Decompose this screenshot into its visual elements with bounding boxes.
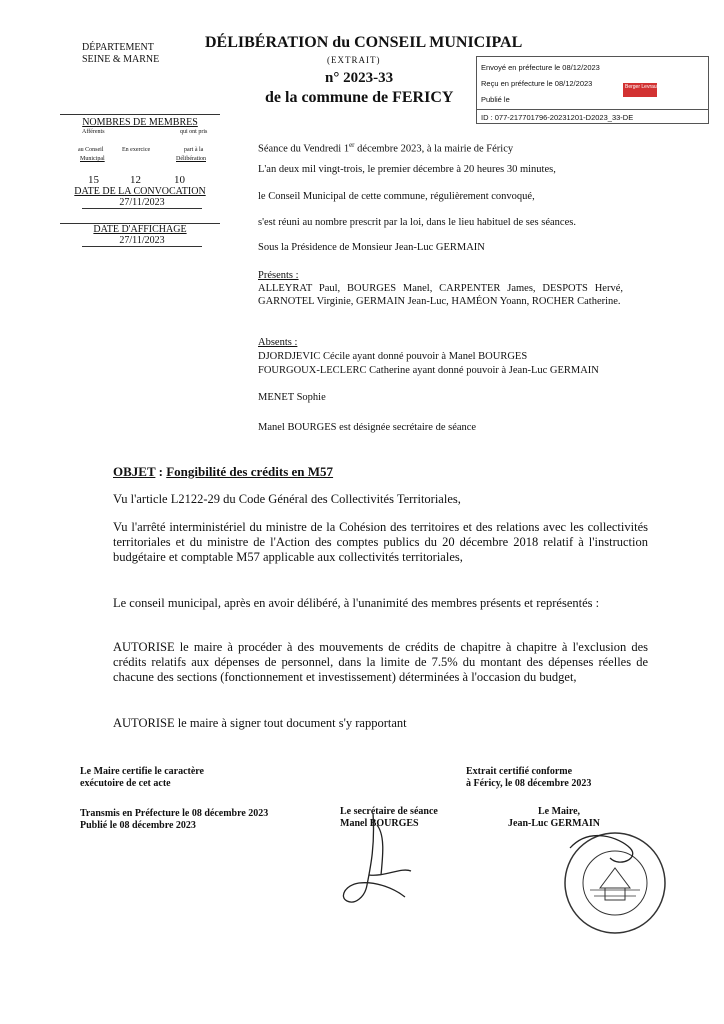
session-line-2: le Conseil Municipal de cette commune, régulièrement convoqué, <box>258 191 535 202</box>
votants-value: 10 <box>174 174 185 186</box>
absent-1: DJORDJEVIC Cécile ayant donné pouvoir à Manel BOURGES <box>258 351 528 362</box>
extrait-line-1: Extrait certifié conforme <box>466 766 573 777</box>
col-votants-label-a: qui ont pris <box>180 129 208 135</box>
stamp-published: Publié le <box>481 95 510 104</box>
exercice-value: 12 <box>130 174 141 186</box>
stamp-id: ID : 077-217701796-20231201-D2023_33-DE <box>477 109 708 126</box>
objet-heading <box>113 464 333 480</box>
extrait-label: (EXTRAIT) <box>327 55 381 65</box>
presents-list: ALLEYRAT Paul, BOURGES Manel, CARPENTER James, DESPOTS Hervé, GARNOTEL Virginie, GERMAIN Jean-Luc, HAMÉON Yoann, ROCHER Catherine. <box>258 283 623 307</box>
col-votants-label-c: Délibération <box>176 156 206 162</box>
certify-line-2: exécutoire de cet acte <box>80 778 171 789</box>
seance-line <box>258 139 513 156</box>
stamp-sent: Envoyé en préfecture le 08/12/2023 <box>481 63 600 72</box>
afferents-value: 15 <box>88 174 99 186</box>
commune-name: de la commune de FERICY <box>265 89 454 106</box>
absents-label: Absents : <box>258 337 298 348</box>
col-afferents-label-a: Afférents <box>82 129 105 135</box>
presents-label: Présents : <box>258 270 299 281</box>
seance-sup: er <box>349 141 355 149</box>
stamp-received: Reçu en préfecture le 08/12/2023 <box>481 79 593 88</box>
secretaire-name: Manel BOURGES <box>340 818 419 829</box>
department-value: SEINE & MARNE <box>82 54 160 65</box>
affichage-label: DATE D'AFFICHAGE <box>93 224 187 235</box>
berger-levrault-logo: Berger Levrault <box>623 83 657 97</box>
col-afferents-label-c: Municipal <box>80 156 105 162</box>
secretary-line: Manel BOURGES est désignée secrétaire de séance <box>258 422 477 433</box>
secretaire-title: Le secrétaire de séance <box>340 806 438 817</box>
convocation-date: 27/11/2023 <box>82 197 202 209</box>
transmis-line: Transmis en Préfecture le 08 décembre 2023 <box>80 808 269 819</box>
affichage-date: 27/11/2023 <box>82 235 202 247</box>
maire-name: Jean-Luc GERMAIN <box>508 818 600 829</box>
certify-block <box>80 766 204 790</box>
document-title: DÉLIBÉRATION du CONSEIL MUNICIPAL <box>205 34 523 51</box>
objet-paragraph-1: Vu l'article L2122-29 du Code Général des Collectivités Territoriales, <box>113 492 461 506</box>
session-line-1: L'an deux mil vingt-trois, le premier décembre à 20 heures 30 minutes, <box>258 164 556 175</box>
seance-text-a: Séance du Vendredi 1 <box>258 143 350 155</box>
members-numbers <box>60 170 220 186</box>
secretary-signature <box>325 805 435 915</box>
objet-paragraph-4: AUTORISE le maire à procéder à des mouvements de crédits de chapitre à chapitre à l'exclusion des crédits relatifs aux dépenses de personnel, dans la limite de 7.5% du montant des dépenses réelles de chacune des sections (fonctionnement et investissement) déterminées à l'occasion du budget, <box>113 640 648 684</box>
maire-block <box>508 806 600 830</box>
extrait-conforme-block <box>466 766 591 790</box>
col-votants-label-b: part à la <box>184 147 204 153</box>
objet-paragraph-5: AUTORISE le maire à signer tout document s'y rapportant <box>113 716 407 730</box>
col-exercice-label: En exercice <box>122 147 151 153</box>
convocation-label: DATE DE LA CONVOCATION <box>74 186 206 197</box>
maire-title: Le Maire, <box>538 806 581 817</box>
extrait-line-2: à Féricy, le 08 décembre 2023 <box>466 778 592 789</box>
transmission-block <box>80 808 268 832</box>
objet-sep: : <box>155 464 167 479</box>
department-block <box>82 42 159 66</box>
session-line-4: Sous la Présidence de Monsieur Jean-Luc GERMAIN <box>258 242 485 253</box>
absent-2: FOURGOUX-LECLERC Catherine ayant donné pouvoir à Jean-Luc GERMAIN <box>258 365 599 376</box>
publie-line: Publié le 08 décembre 2023 <box>80 820 196 831</box>
members-heading: NOMBRES DE MEMBRES <box>82 117 198 128</box>
members-box <box>60 114 220 247</box>
certify-line-1: Le Maire certifie le caractère <box>80 766 204 777</box>
objet-title: Fongibilité des crédits en M57 <box>166 464 334 479</box>
department-label: DÉPARTEMENT <box>82 42 154 53</box>
mairie-seal <box>560 828 670 938</box>
objet-label: OBJET <box>113 464 156 479</box>
deliberation-number: n° 2023-33 <box>325 70 394 86</box>
absent-3: MENET Sophie <box>258 392 326 403</box>
col-afferents-label-b: au Conseil <box>78 147 104 153</box>
objet-paragraph-3: Le conseil municipal, après en avoir délibéré, à l'unanimité des membres présents et représentés : <box>113 596 600 610</box>
prefecture-stamp <box>476 56 709 124</box>
seance-text-b: décembre 2023, à la mairie de Féricy <box>354 143 514 155</box>
divider <box>60 114 220 115</box>
session-line-3: s'est réuni au nombre prescrit par la loi, dans le lieu habituel de ses séances. <box>258 217 576 228</box>
members-columns <box>60 128 220 170</box>
objet-paragraph-2: Vu l'arrêté interministériel du ministre de la Cohésion des territoires et des relations avec les collectivités territoriales et du ministre de l'Action des comptes publics du 20 décembre 2018 relatif à l'instruction budgétaire et comptable M57 applicable aux collectivités territoriales, <box>113 520 648 564</box>
